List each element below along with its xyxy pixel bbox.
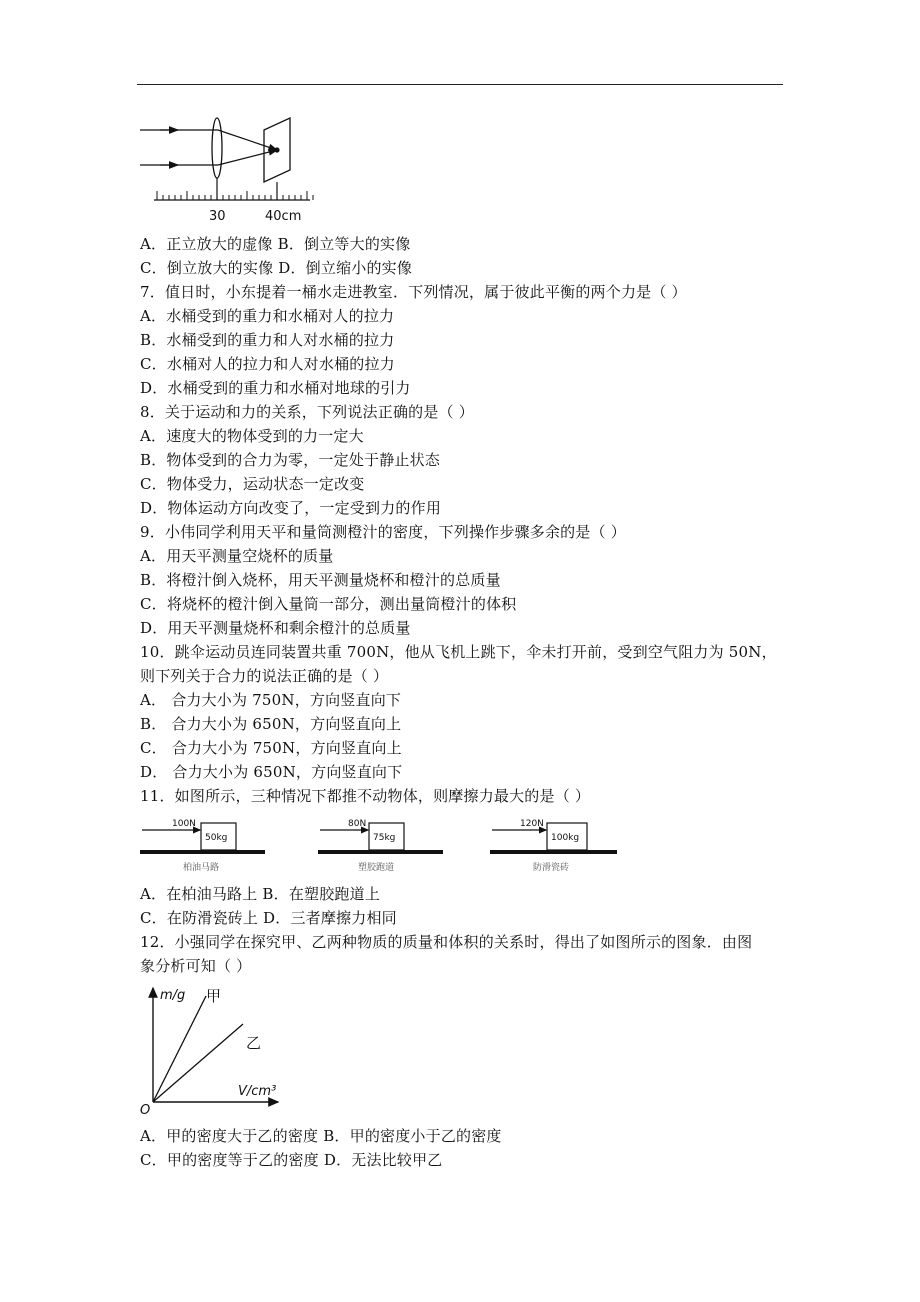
q10-option-d: D． 合力大小为 650N，方向竖直向下 [140,763,403,781]
q8-option-a: A．速度大的物体受到的力一定大 [140,427,364,445]
surface-label-tile: 防滑瓷砖 [533,863,570,873]
force-label-100n: 100N [172,819,196,829]
mass-label-75kg: 75kg [373,833,396,843]
q9-option-c: C．将烧杯的橙汁倒入量筒一部分，测出量筒橙汁的体积 [140,595,517,613]
q8-option-d: D．物体运动方向改变了，一定受到力的作用 [140,499,442,517]
q7-stem: 7．值日时，小东提着一桶水走进教室．下列情况，属于彼此平衡的两个力是（ ） [140,283,687,301]
ruler-label-30: 30 [209,209,226,224]
convex-lens [212,118,222,178]
refracted-ray-bottom [218,150,277,165]
lens-diagram [140,112,315,230]
q10-stem-line-2: 则下列关于合力的说法正确的是（ ） [140,667,389,685]
q8-option-b: B．物体受到的合力为零，一定处于静止状态 [140,451,441,469]
q12-stem-line-1: 12．小强同学在探究甲、乙两种物质的质量和体积的关系时，得出了如图所示的图象．由图 [140,933,753,951]
q10-option-a: A． 合力大小为 750N，方向竖直向下 [140,691,402,709]
mass-label-50kg: 50kg [205,833,228,843]
q12-stem-line-2: 象分析可知（ ） [140,957,252,975]
refracted-ray-top [218,130,277,150]
mass-label-100kg: 100kg [551,833,580,843]
mass-volume-graph [138,982,283,1117]
q8-option-c: C．物体受力，运动状态一定改变 [140,475,365,493]
line-yi [153,1024,243,1102]
q12-option-line-1: A．甲的密度大于乙的密度 B．甲的密度小于乙的密度 [140,1127,502,1145]
q6-option-line-1: A．正立放大的虚像 B．倒立等大的实像 [140,235,411,253]
image-point [274,147,279,152]
q10-stem-line-1: 10．跳伞运动员连同装置共重 700N，他从飞机上跳下，伞未打开前，受到空气阻力为 50N， [140,643,777,661]
q7-option-a: A．水桶受到的重力和水桶对人的拉力 [140,307,395,325]
y-axis-label: m/g [160,988,186,1003]
q7-option-c: C．水桶对人的拉力和人对水桶的拉力 [140,355,395,373]
ruler [154,191,313,200]
q11-stem: 11．如图所示，三种情况下都推不动物体，则摩擦力最大的是（ ） [140,787,591,805]
q7-option-b: B．水桶受到的重力和人对水桶的拉力 [140,331,395,349]
q8-stem: 8．关于运动和力的关系，下列说法正确的是（ ） [140,403,474,421]
q9-option-d: D．用天平测量烧杯和剩余橙汁的总质量 [140,619,411,637]
q9-option-a: A．用天平测量空烧杯的质量 [140,547,334,565]
line-jia [153,996,206,1102]
q10-option-c: C． 合力大小为 750N，方向竖直向上 [140,739,402,757]
q10-option-b: B． 合力大小为 650N，方向竖直向上 [140,715,402,733]
friction-diagram [140,815,620,877]
q9-stem: 9．小伟同学利用天平和量筒测橙汁的密度，下列操作步骤多余的是（ ） [140,523,626,541]
origin-label: O [140,1103,151,1117]
line-jia-label: 甲 [206,987,222,1005]
q9-option-b: B．将橙汁倒入烧杯，用天平测量烧杯和橙汁的总质量 [140,571,501,589]
panel-antislip-tile [490,819,617,873]
force-label-80n: 80N [348,819,367,829]
q12-option-line-2: C．甲的密度等于乙的密度 D．无法比较甲乙 [140,1151,443,1169]
panel-plastic-track [318,819,443,873]
force-label-120n: 120N [520,819,544,829]
panel-asphalt [140,819,265,873]
ruler-label-40cm: 40cm [265,209,302,224]
surface-label-plastic: 塑胶跑道 [358,863,395,873]
line-yi-label: 乙 [246,1034,262,1052]
surface-label-asphalt: 柏油马路 [183,863,220,873]
q11-option-line-1: A．在柏油马路上 B．在塑胶跑道上 [140,885,381,903]
x-axis-label: V/cm³ [238,1084,277,1099]
q6-option-line-2: C．倒立放大的实像 D．倒立缩小的实像 [140,259,413,277]
header-rule [137,84,783,85]
q7-option-d: D．水桶受到的重力和水桶对地球的引力 [140,379,411,397]
q11-option-line-2: C．在防滑瓷砖上 D．三者摩擦力相同 [140,909,397,927]
